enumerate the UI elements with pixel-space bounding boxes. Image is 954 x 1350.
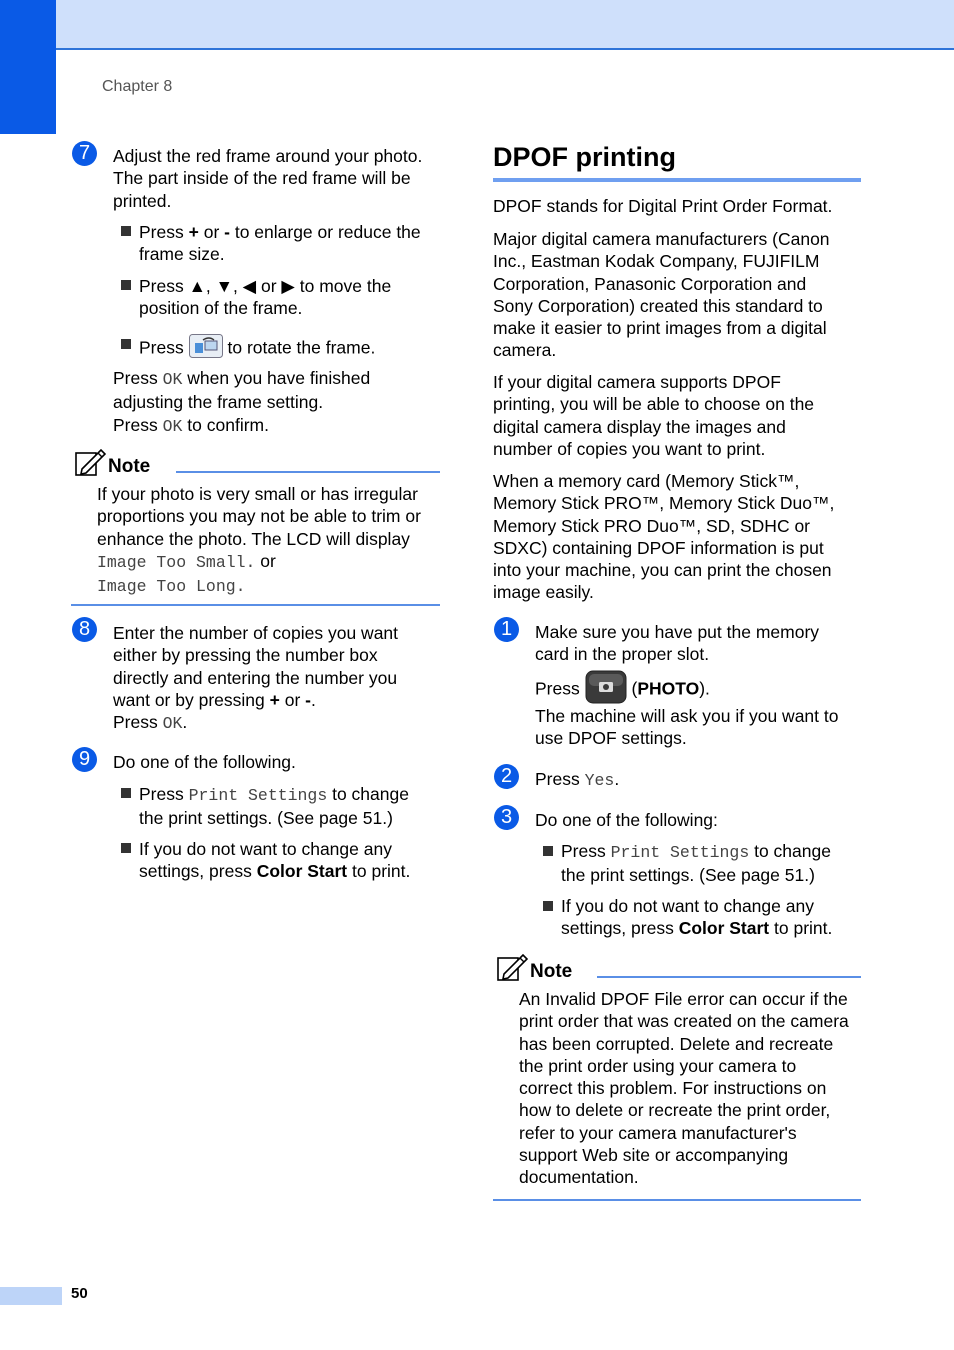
step7-text [113,145,422,212]
step1-after: The machine will ask you if you want to use DPOF settings. [535,706,839,749]
note-body: If your photo is very small or has irregular proportions you may not be able to trim or enhance the photo. The LCD will display Image Too Small. or Image Too Long. [97,484,421,597]
step3-bullet-colorstart: If you do not want to change any settings, press Color Start to print. [561,896,833,939]
step-number-7: 7 [72,141,97,166]
step8-text: Enter the number of copies you want either by pressing the number box directly and entering the number you want or by pressing + or -. Press OK. [113,623,399,734]
para-memory-card: When a memory card (Memory Stick™, Memory Stick PRO™, Memory Stick Duo™, Memory Stick PRO Duo™, SD, SDHC or SDXC) containing DPOF information is put into your machine, you can print the chosen image easily. [493,471,835,603]
bullet-marker [543,846,553,856]
note-end-rule [71,604,440,606]
title-rule [493,178,861,182]
step1-text: Make sure you have put the memory card in the proper slot. [535,622,820,665]
step7-bullet-rotate: Press to rotate the frame. [139,334,375,363]
note-rule [176,471,440,473]
bullet-marker [121,280,131,290]
step-number-9: 9 [72,747,97,772]
rotate-button-icon [189,334,223,363]
step7-bullet-zoom: Press + or - to enlarge or reduce the frame size. [139,222,421,265]
photo-button-icon [585,670,627,709]
note-body: An Invalid DPOF File error can occur if the print order that was created on the camera has been corrupted. Delete and recreate the print order using your camera to correct this problem. For instructions on how to delete or recreate the print order, refer to your camera manufacturer's support Web site or accompanying documentation. [519,989,849,1188]
step7-after: Press OK when you have finished adjusting the frame setting. Press OK to confirm. [113,368,371,436]
step3-bullet-settings: Press Print Settings to change the print settings. (See page 51.) [561,841,831,886]
bullet-marker [121,226,131,236]
bullet-marker [543,901,553,911]
page-number-tab [0,1287,62,1305]
bullet-marker [121,788,131,798]
para-manufacturers: Major digital camera manufacturers (Canon Inc., Eastman Kodak Company, FUJIFILM Corporation, Panasonic Corporation and Sony Corporation) created this standard to make it easier to print images from a digital camera. [493,229,830,361]
step9-bullet-settings: Press Print Settings to change the print settings. (See page 51.) [139,784,409,829]
step-number-3: 3 [494,805,519,830]
page-number: 50 [71,1285,88,1302]
step3-text: Do one of the following: [535,810,718,830]
chapter-tab [0,0,56,134]
step7-bullet-move: Press ▲, ▼, ◀ or ▶ to move the position of the frame. [139,276,392,319]
step-number-1: 1 [494,617,519,642]
step9-bullet-colorstart: If you do not want to change any settings, press Color Start to print. [139,839,411,882]
step7-line: printed. [113,190,172,211]
step-number-8: 8 [72,617,97,642]
para-supports: If your digital camera supports DPOF printing, you will be able to choose on the digital camera display the images and number of copies you want to print. [493,372,815,459]
step-number-2: 2 [494,764,519,789]
bullet-marker [121,339,131,349]
step2-text: Press Yes. [535,769,620,790]
section-title: DPOF printing [493,142,676,172]
header-band [0,0,954,49]
step7-line: Adjust the red frame around your photo. [113,146,423,166]
chapter-label: Chapter 8 [102,78,173,95]
step1-press-photo: Press (PHOTO). [535,670,710,709]
note-end-rule [493,1199,861,1201]
step7-line: The part inside of the red frame will be [113,168,411,189]
note-label: Note [530,961,573,982]
para-dpof-definition: DPOF stands for Digital Print Order Format. [493,196,833,216]
header-rule [56,48,954,50]
note-label: Note [108,456,151,477]
bullet-marker [121,843,131,853]
note-rule [597,976,861,978]
step9-text: Do one of the following. [113,752,296,772]
note-pencil-icon [74,449,106,482]
note-pencil-icon [496,954,528,987]
